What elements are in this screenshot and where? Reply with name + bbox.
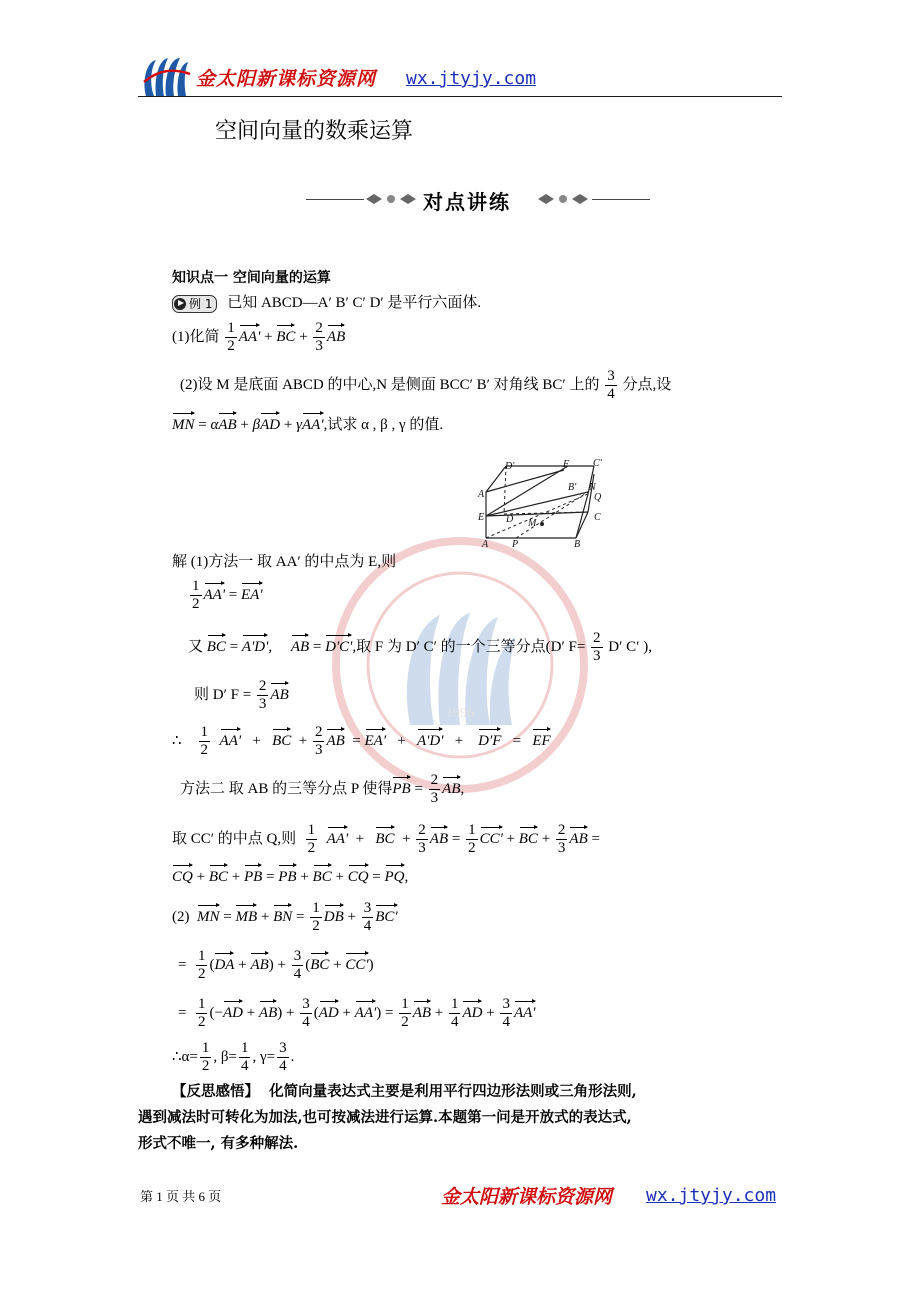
reflection-label: 【反思感悟】 <box>172 1083 259 1100</box>
svg-text:N: N <box>589 482 596 493</box>
logo-icon <box>140 52 192 102</box>
solution-eq6: CQ + BC + PB = PB + BC + CQ = PQ, <box>172 862 408 887</box>
part2-expression: MN = αAB + βAD + γAA',试求 α , β , γ 的值. <box>172 410 443 435</box>
solution-eq2: 又 BC = A'D', AB = D'C',取 F 为 D′ C′ 的一个三等分点(D′ F= $\frac{2}{3}$ D′ C′ ), <box>188 630 652 664</box>
footer-brand: 金太阳新课标资源网 <box>441 1186 613 1208</box>
solution-method2: 方法二 取 AB 的三等分点 P 使得PB = $\frac{2}{3}$ AB, <box>180 772 465 806</box>
part2-line: (2)设 M 是底面 ABCD 的中心,N 是侧面 BCC′ B′ 对角线 BC′ 上的 $\frac{3}{4}$ 分点,设 <box>180 368 672 402</box>
parallelepiped-figure <box>476 452 618 550</box>
svg-text:P: P <box>512 539 519 550</box>
section-heading-label: 对点讲练 <box>423 190 511 214</box>
example-line <box>172 293 481 313</box>
svg-text:F: F <box>563 459 570 470</box>
svg-text:M: M <box>528 518 537 529</box>
play-icon <box>174 298 186 310</box>
footer-url-link[interactable]: wx.jtyjy.com <box>646 1185 777 1206</box>
svg-text:A: A <box>482 539 489 550</box>
svg-text:D': D' <box>505 461 515 472</box>
svg-text:D: D <box>506 514 514 525</box>
example-badge: 例 1 <box>172 295 217 313</box>
header-brand: 金太阳新课标资源网 <box>196 68 377 90</box>
reflection-line-3: 形式不唯一, 有多种解法. <box>138 1135 299 1152</box>
svg-text:Q: Q <box>594 492 602 503</box>
page-number: 第 1 页 共 6 页 <box>140 1189 222 1204</box>
solution-part2-step3: = $\frac{1}{2}$ (−AD + AB) + $\frac{3}{4}$ (AD + AA') = $\frac{1}{2}$ AB + $\frac{1}{4}$ AD + $\frac{3}{4}$ AA' <box>178 996 536 1030</box>
svg-text:A: A <box>478 489 485 500</box>
svg-text:E: E <box>478 512 485 523</box>
reflection-line-2: 遇到减法时可转化为加法,也可按减法进行运算.本题第一问是开放式的表达式, <box>138 1109 632 1126</box>
solution-answer: ∴α= $\frac{1}{2}$ , β= $\frac{1}{4}$ , γ= $\frac{3}{4}$ . <box>172 1040 295 1074</box>
svg-text:B: B <box>574 539 581 550</box>
solution-part2: (2) MN = MB + BN = $\frac{1}{2}$ DB + $\frac{3}{4}$ BC' <box>172 900 398 934</box>
part1-line: (1)化简 $\frac{1}{2}$ AA' + BC + $\frac{2}{3}$ AB <box>172 320 346 354</box>
solution-eq5: 取 CC′ 的中点 Q,则 $\frac{1}{2}$ AA' + BC + $\frac{2}{3}$ AB = $\frac{1}{2}$ CC' + BC + $\frac{2}{3}$ AB = <box>172 822 600 856</box>
svg-text:B': B' <box>568 482 577 493</box>
svg-text:C: C <box>594 512 601 523</box>
page-title: 空间向量的数乘运算 <box>215 119 414 144</box>
ornament-icon <box>364 192 418 206</box>
reflection-line-1: 【反思感悟】 化简向量表达式主要是利用平行四边形法则或三角形法则, <box>172 1083 637 1100</box>
topic-heading: 知识点一 空间向量的运算 <box>172 270 331 286</box>
section-heading <box>306 186 650 214</box>
header-url-link[interactable]: wx.jtyjy.com <box>406 68 537 89</box>
solution-eq3: 则 D′ F = $\frac{2}{3}$ AB <box>194 678 289 712</box>
svg-text:C': C' <box>593 458 602 469</box>
header-divider <box>138 96 782 97</box>
solution-intro: 解 (1)方法一 取 AA′ 的中点为 E,则 <box>172 554 397 570</box>
svg-text:1996: 1996 <box>446 706 474 721</box>
solution-eq1: $\frac{1}{2}$ AA' = EA' <box>192 578 263 612</box>
ornament-icon <box>536 192 590 206</box>
solution-eq4: ∴ $\frac{1}{2}$ AA' + BC + $\frac{2}{3}$ AB = EA' + A'D' + D'F = EF <box>172 724 551 758</box>
solution-part2-step2: = $\frac{1}{2}$ (DA + AB) + $\frac{3}{4}$ (BC + CC') <box>178 948 374 982</box>
example-statement: 已知 ABCD—A′ B′ C′ D′ 是平行六面体. <box>227 295 482 311</box>
